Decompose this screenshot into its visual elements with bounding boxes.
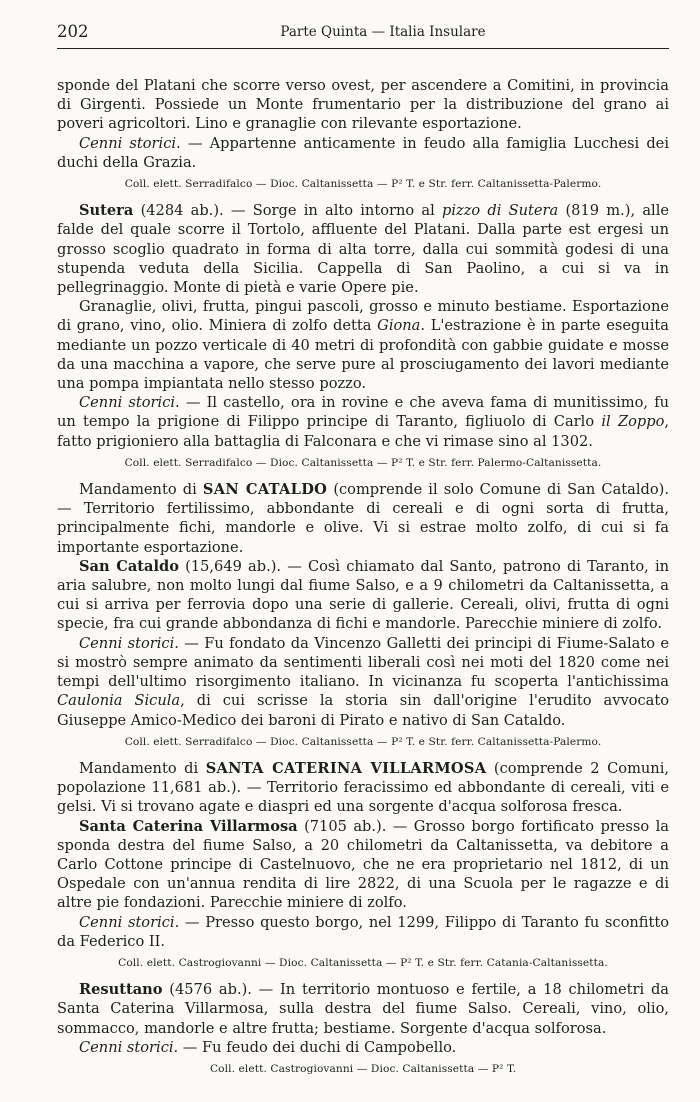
page-header bbox=[57, 0, 669, 46]
paragraph-cenni-storici-comitini: Cenni storici. — Appartenne anticamente in feudo alla famiglia Lucchesi dei duchi della Grazia. bbox=[57, 134, 669, 171]
paragraph-cenni-storici-resuttano: Cenni storici. — Fu feudo dei duchi di Campobello. bbox=[79, 1038, 457, 1056]
page-number: 202 bbox=[57, 22, 89, 41]
paragraph-platani-continued: sponde del Platani che scorre verso ovest, per ascendere a Comitini, in provincia di Girgenti. Possiede un Monte frumentario per la distribuzione del grano ai poveri agricoltori. Lino e granaglie con rilevante esportazione. bbox=[57, 77, 669, 133]
running-title: Parte Quinta — Italia Insulare bbox=[280, 24, 486, 40]
paragraph-mandamento-santa-caterina: Mandamento di SANTA CATERINA VILLARMOSA (comprende 2 Comuni, popolazione 11,681 ab.). — Territorio feracissimo ed abbondante di cereali, viti e gelsi. Vi si trovano agate e diaspri ed una sorgente d'acqua solforosa fresca. bbox=[57, 759, 670, 816]
paragraph-mandamento-san-cataldo: Mandamento di SAN CATALDO (comprende il solo Comune di San Cataldo). — Territorio fertilissimo, abbondante di cereali e di ogni sorta di frutta, principalmente fichi, mandorle e olive. Vi si estrae molto zolfo, di cui si fa importante esportazione. bbox=[57, 481, 669, 556]
paragraph-cenni-storici-sutera: Cenni storici. — Il castello, ora in rovine e che aveva fama di munitissimo, fu un tempo la prigione di Filippo principe di Taranto, figliuolo di Carlo il Zoppo, fatto prigioniero alla battaglia di Falconara e che vi rimase sino al 1302. bbox=[57, 394, 670, 450]
header-rule bbox=[57, 48, 669, 49]
footnote-coll-elett: Coll. elett. Castrogiovanni — Dioc. Caltanissetta — P² T. bbox=[209, 1062, 517, 1075]
footnote-coll-elett: Coll. elett. Serradifalco — Dioc. Caltanissetta — P² T. e Str. ferr. Caltanissetta-Palermo. bbox=[124, 735, 602, 748]
paragraph-resuttano: Resuttano (4576 ab.). — In territorio montuoso e fertile, a 18 chilometri da Santa Caterina Villarmosa, sulla destra del fiume Salso. Cereali, vino, olio, sommacco, mandorle e altre frutta; bestiame. Sorgente d'acqua solforosa. bbox=[57, 981, 669, 1037]
footnote-coll-elett: Coll. elett. Serradifalco — Dioc. Caltanissetta — P² T. e Str. ferr. Caltanissetta-Palermo. bbox=[124, 178, 602, 191]
paragraph-cenni-storici-santa-caterina: Cenni storici. — Presso questo borgo, nel 1299, Filippo di Taranto fu sconfitto da Federico II. bbox=[57, 913, 670, 950]
paragraph-sutera: Sutera (4284 ab.). — Sorge in alto intorno al pizzo di Sutera (819 m.), alle falde del quale scorre il Tortolo, affluente del Platani. Dalla parte est ergesi un grosso scoglio quadrato in forma di alta torre, dalla cui sommità godesi di una stupenda veduta della Sicilia. Cappella di San Paolino, a cui si va in pellegrinaggio. Monte di pietà e varie Opere pie. bbox=[57, 202, 669, 297]
paragraph-san-cataldo: San Cataldo (15,649 ab.). — Così chiamato dal Santo, patrono di Taranto, in aria salubre, non molto lungi dal fiume Salso, e a 9 chilometri da Caltanissetta, a cui si arriva per ferrovia dopo una serie di gallerie. Cereali, olivi, frutta di ogni specie, fra cui grande abbondanza di fichi e mandorle. Parecchie miniere di zolfo. bbox=[57, 557, 670, 633]
footnote-coll-elett: Coll. elett. Castrogiovanni — Dioc. Caltanissetta — P² T. e Str. ferr. Catania-Caltanissetta. bbox=[118, 956, 608, 969]
paragraph-sutera-economy: Granaglie, olivi, frutta, pingui pascoli, grosso e minuto bestiame. Esportazione di grano, vino, olio. Miniera di zolfo detta Giona. L'estrazione è in parte eseguita mediante un pozzo verticale di 40 metri di profondità con gabbie guidate e mosse da una macchina a vapore, che serve pure al prosciugamento dei lavori mediante una pompa impiantata nello stesso pozzo. bbox=[57, 298, 670, 393]
page-body bbox=[57, 46, 669, 1079]
footnote-coll-elett: Coll. elett. Serradifalco — Dioc. Caltanissetta — P² T. e Str. ferr. Palermo-Caltanissetta. bbox=[124, 456, 602, 469]
paragraph-cenni-storici-san-cataldo: Cenni storici. — Fu fondato da Vincenzo Galletti dei principi di Fiume-Salato e si mostrò sempre animato da sentimenti liberali così nei moti del 1820 come nei tempi dell'ultimo risorgimento italiano. In vicinanza fu scoperta l'antichissima Caulonia Sicula, di cui scrisse la storia sin dall'origine l'erudito avvocato Giuseppe Amico-Medico dei baroni di Pirato e nativo di San Cataldo. bbox=[57, 634, 669, 729]
paragraph-santa-caterina: Santa Caterina Villarmosa (7105 ab.). — Grosso borgo fortificato presso la sponda destra del fiume Salso, a 20 chilometri da Caltanissetta, va debitore a Carlo Cottone principe di Castelnuovo, che ne era proprietario nel 1812, di un Ospedale con un'annua rendita di lire 2822, di una Scuola per le ragazze e di altre pie fondazioni. Parecchie miniere di zolfo. bbox=[57, 817, 669, 912]
